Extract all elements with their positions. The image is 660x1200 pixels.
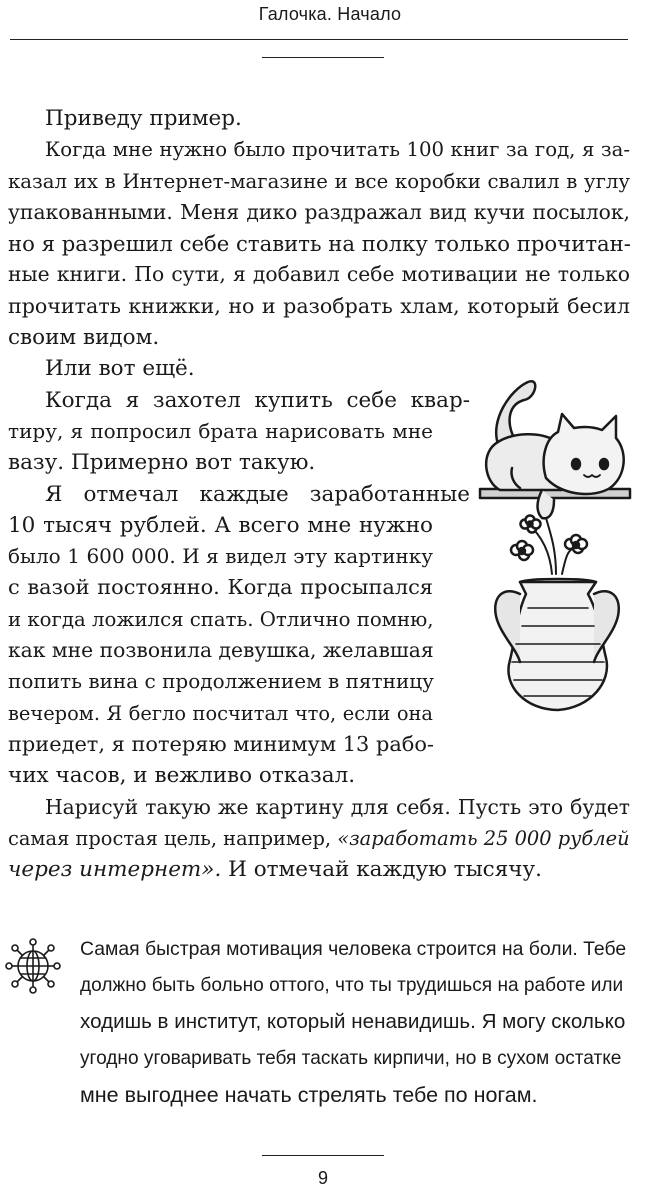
text-line bbox=[8, 854, 630, 885]
running-header: Галочка. Начало bbox=[258, 4, 402, 24]
cat-head-shape bbox=[544, 414, 624, 494]
text-line: и когда ложился спать. Отлично помню, bbox=[8, 607, 434, 631]
text-line: Или вот ещё. bbox=[45, 356, 195, 382]
text-line: вечером. Я бегло посчитал что, если она bbox=[8, 701, 433, 725]
text-line: своим видом. bbox=[8, 325, 160, 351]
text-line: с вазой постоянно. Когда просыпался bbox=[8, 575, 433, 600]
callout-line: угодно уговаривать тебя таскать кирпичи, но в сухом остатке bbox=[80, 1047, 622, 1069]
cat-eye-shape bbox=[600, 459, 608, 469]
text-line: Когда мне нужно было прочитать 100 книг за год, я за- bbox=[45, 138, 630, 162]
stem-shape bbox=[562, 548, 574, 574]
text-line: Нарисуй такую же картину для себя. Пусть это будет bbox=[45, 794, 630, 819]
text-line bbox=[8, 823, 630, 854]
text-line: упакованными. Меня дико раздражал вид кучи посылок, bbox=[8, 199, 630, 224]
text-fragment: самая простая цель, например, bbox=[8, 826, 338, 850]
text-line: прочитать книжки, но и разобрать хлам, который бесил bbox=[8, 293, 630, 318]
text-line: ные книги. По сути, я добавил себе мотивации не только bbox=[8, 262, 630, 287]
text-line: Когда я захотел купить себе квар- bbox=[45, 387, 470, 413]
flower-shape bbox=[521, 516, 541, 533]
callout-text bbox=[80, 931, 628, 1114]
text-line: чих часов, и вежливо отказал. bbox=[8, 763, 356, 789]
callout-line: должно быть больно оттого, что ты трудишься на работе или bbox=[80, 974, 624, 996]
vase-handle-shape bbox=[495, 591, 520, 662]
text-line: как мне позвонила девушка, желавшая bbox=[8, 638, 434, 663]
text-line: Приведу пример. bbox=[45, 106, 242, 131]
globe-network-icon bbox=[5, 938, 61, 994]
page-number: 9 bbox=[317, 1168, 328, 1188]
text-fragment: И отмечай каждую тысячу. bbox=[221, 857, 542, 883]
text-line: 10 тысяч рублей. А всего мне нужно bbox=[8, 512, 433, 538]
text-line: вазу. Примерно вот такую. bbox=[8, 450, 316, 476]
flower-shape bbox=[565, 535, 587, 553]
text-line: казал их в Интернет-магазине и все коробки свалил в углу bbox=[8, 169, 630, 193]
text-line: тиру, я попросил брата нарисовать мне bbox=[8, 418, 433, 443]
text-line: попить вина с продолжением в пятницу bbox=[8, 669, 434, 694]
callout-line: ходишь в институт, который ненавидишь. Я могу сколько bbox=[80, 1010, 626, 1034]
vase-handle-shape bbox=[594, 591, 619, 662]
callout-line: Самая быстрая мотивация человека строится на боли. Тебе bbox=[80, 938, 627, 960]
vase-shape bbox=[508, 582, 607, 710]
text-line: приедет, я потеряю минимум 13 рабо- bbox=[8, 731, 434, 756]
cat-vase-illustration bbox=[470, 372, 642, 732]
callout-line: мне выгоднее начать стрелять тебе по ногам. bbox=[80, 1083, 538, 1108]
text-line: но я разрешил себе ставить на полку только прочитан- bbox=[8, 231, 631, 257]
header-rule bbox=[10, 39, 628, 40]
flower-shape bbox=[511, 541, 533, 560]
footer-rule bbox=[262, 1155, 384, 1156]
text-line: Я отмечал каждые заработанные bbox=[45, 481, 470, 507]
italic-quote: через интернет». bbox=[8, 857, 222, 883]
cat-eye-shape bbox=[572, 459, 580, 469]
text-line: было 1 600 000. И я видел эту картинку bbox=[8, 544, 433, 569]
italic-quote: «заработать 25 000 рублей bbox=[337, 826, 630, 850]
header-short-rule bbox=[262, 57, 384, 58]
